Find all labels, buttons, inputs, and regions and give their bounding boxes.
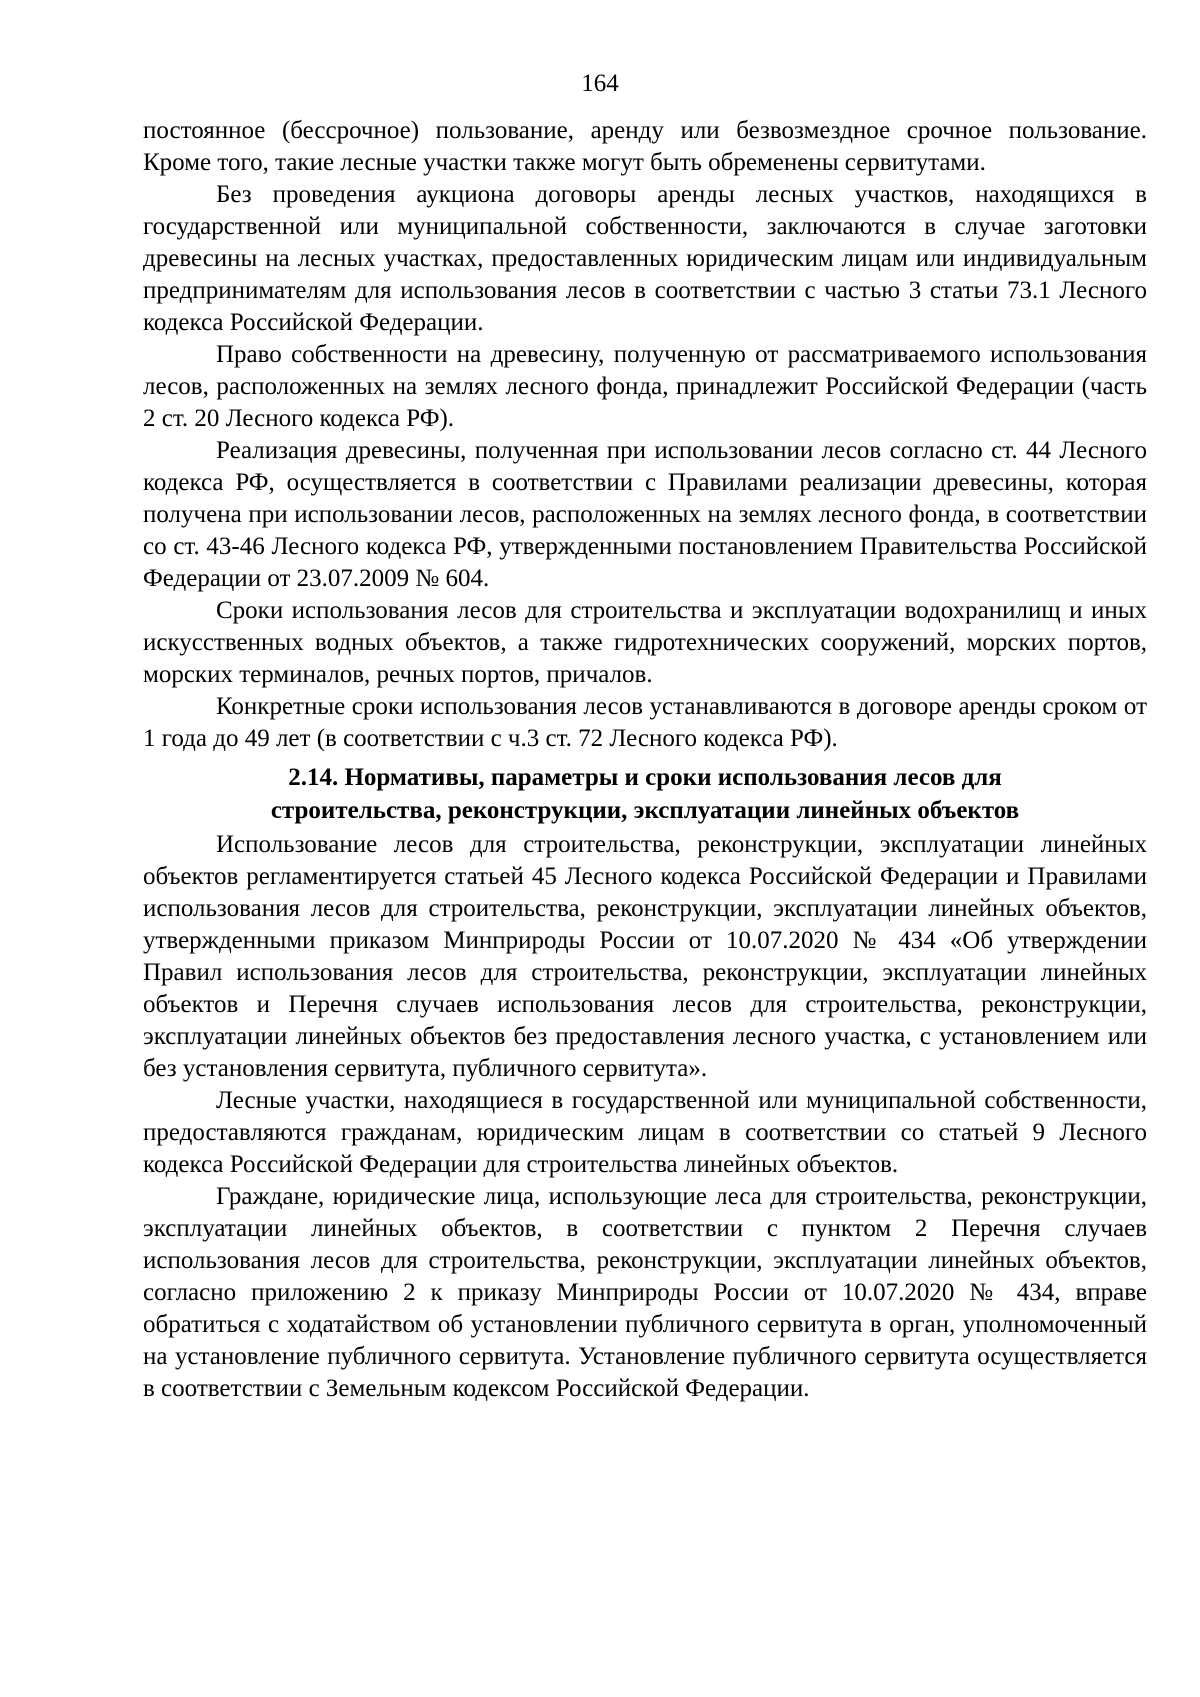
paragraph: Использование лесов для строительства, реконструкции, эксплуатации линейных объектов регламентируется статьей 45 Лесного кодекса Российской Федерации и Правилами использования лесов для строительства, реконструкции, эксплуатации линейных объектов, утвержденными приказом Минприроды России от 10.07.2020 № 434 «Об утверждении Правил использования лесов для строительства, реконструкции, эксплуатации линейных объектов и Перечня случаев использования лесов для строительства, реконструкции, эксплуатации линейных объектов без предоставления лесного участка, с установлением или без установления сервитута, публичного сервитута». xyxy=(143,831,1147,1082)
section-heading-line: строительства, реконструкции, эксплуатации линейных объектов xyxy=(270,797,1020,824)
section-heading xyxy=(143,761,1147,827)
paragraph: Лесные участки, находящиеся в государственной или муниципальной собственности, предоставляются гражданам, юридическим лицам в соответствии со статьей 9 Лесного кодекса Российской Федерации для строительства линейных объектов. xyxy=(143,1087,1147,1178)
section-heading-line: 2.14. Нормативы, параметры и сроки использования лесов для xyxy=(288,764,1002,791)
paragraph: Реализация древесины, полученная при использовании лесов согласно ст. 44 Лесного кодекса РФ, осуществляется в соответствии с Правилами реализации древесины, которая получена при использовании лесов, расположенных на землях лесного фонда, в соответствии со ст. 43-46 Лесного кодекса РФ, утвержденными постановлением Правительства Российской Федерации от 23.07.2009 № 604. xyxy=(143,437,1147,592)
paragraph: Право собственности на древесину, полученную от рассматриваемого использования лесов, расположенных на землях лесного фонда, принадлежит Российской Федерации (часть 2 ст. 20 Лесного кодекса РФ). xyxy=(143,341,1147,432)
paragraph: постоянное (бессрочное) пользование, аренду или безвозмездное срочное пользование. Кроме того, такие лесные участки также могут быть обременены сервитутами. xyxy=(143,117,1147,176)
page-number: 164 xyxy=(581,70,619,97)
paragraph: Конкретные сроки использования лесов устанавливаются в договоре аренды сроком от 1 года до 49 лет (в соответствии с ч.3 ст. 72 Лесного кодекса РФ). xyxy=(143,693,1147,752)
paragraph: Сроки использования лесов для строительства и эксплуатации водохранилищ и иных искусственных водных объектов, а также гидротехнических сооружений, морских портов, морских терминалов, речных портов, причалов. xyxy=(143,597,1147,688)
paragraph: Граждане, юридические лица, использующие леса для строительства, реконструкции, эксплуатации линейных объектов, в соответствии с пунктом 2 Перечня случаев использования лесов для строительства, реконструкции, эксплуатации линейных объектов, согласно приложению 2 к приказу Минприроды России от 10.07.2020 № 434, вправе обратиться с ходатайством об установлении публичного сервитута в орган, уполномоченный на установление публичного сервитута. Установление публичного сервитута осуществляется в соответствии с Земельным кодексом Российской Федерации. xyxy=(143,1183,1147,1402)
paragraph: Без проведения аукциона договоры аренды лесных участков, находящихся в государственной или муниципальной собственности, заключаются в случае заготовки древесины на лесных участках, предоставленных юридическим лицам или индивидуальным предпринимателям для использования лесов в соответствии с частью 3 статьи 73.1 Лесного кодекса Российской Федерации. xyxy=(143,181,1147,336)
page-body xyxy=(143,115,1147,1405)
